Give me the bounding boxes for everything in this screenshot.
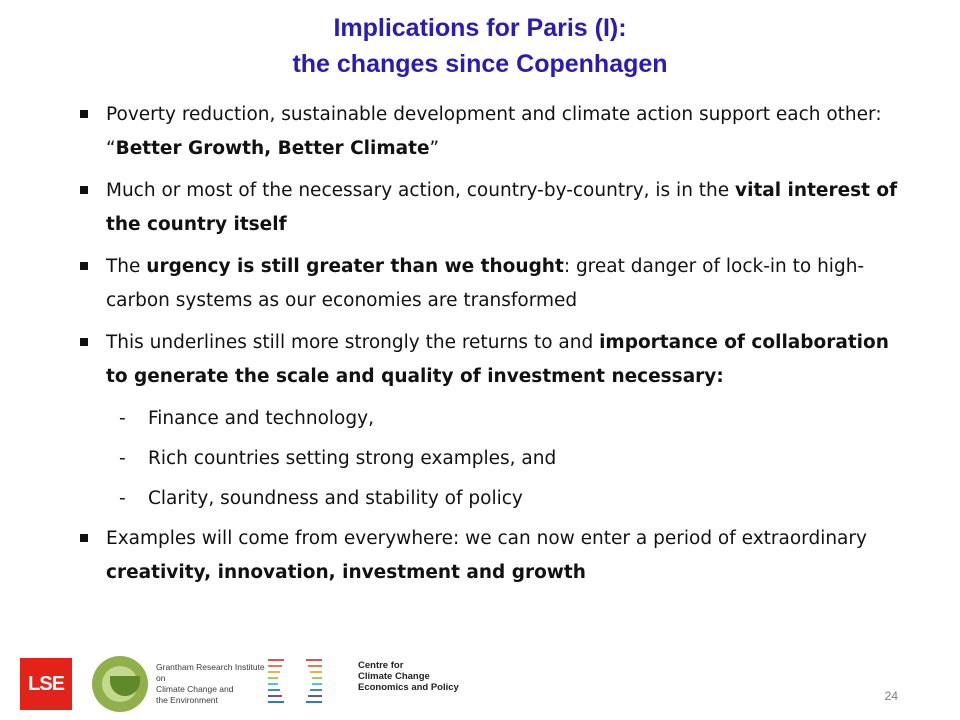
bullet-text-segment: The xyxy=(106,256,147,277)
bullet-item xyxy=(72,522,902,590)
cccep-logo-icon xyxy=(262,654,348,714)
grantham-logo-icon xyxy=(92,656,148,712)
cccep-centre-name xyxy=(358,660,468,693)
bullet-text-emphasis: vital interest of the country itself xyxy=(106,180,898,235)
bullet-item xyxy=(72,98,902,166)
cccep-line-3: Economics and Policy xyxy=(358,682,459,693)
grantham-line-2: Climate Change and xyxy=(156,684,234,694)
square-bullet-icon xyxy=(80,338,88,346)
bullet-text-segment: Poverty reduction, sustainable development and climate action support each other: “ xyxy=(106,104,882,159)
sub-list-item xyxy=(72,442,902,476)
slide-title-line-2: the changes since Copenhagen xyxy=(292,50,668,78)
bullet-text xyxy=(106,256,864,311)
bullet-text-emphasis: Better Growth, Better Climate xyxy=(115,138,430,159)
bullet-text-segment: : great danger of lock-in to high-carbon systems as our economies are transformed xyxy=(106,256,865,311)
footer xyxy=(0,648,960,720)
sub-list-text: Rich countries setting strong examples, and xyxy=(148,448,557,469)
page-number: 24 xyxy=(884,689,898,703)
sub-list-text: Finance and technology, xyxy=(148,408,374,429)
dash-bullet-icon: - xyxy=(119,448,126,469)
sub-list-text: Clarity, soundness and stability of policy xyxy=(148,488,523,509)
cccep-line-2: Climate Change xyxy=(358,671,430,682)
bullet-item xyxy=(72,326,902,394)
cccep-line-1: Centre for xyxy=(358,660,404,671)
square-bullet-icon xyxy=(80,186,88,194)
bullet-text-segment: Examples will come from everywhere: we can now enter a period of extraordinary xyxy=(106,528,867,549)
dash-bullet-icon: - xyxy=(119,488,126,509)
square-bullet-icon xyxy=(80,110,88,118)
bullet-item xyxy=(72,250,902,318)
bullet-text xyxy=(106,180,897,235)
sub-list-item xyxy=(72,402,902,436)
bullet-text-segment: ” xyxy=(429,138,440,159)
bullet-item xyxy=(72,174,902,242)
dash-bullet-icon: - xyxy=(119,408,126,429)
sub-list-item xyxy=(72,482,902,516)
grantham-line-1: Grantham Research Institute on xyxy=(156,662,265,683)
bullet-text xyxy=(106,528,867,583)
sub-list xyxy=(72,402,902,516)
slide-title-line-1: Implications for Paris (I): xyxy=(333,14,627,42)
square-bullet-icon xyxy=(80,262,88,270)
bullet-text-emphasis: creativity, innovation, investment and growth xyxy=(106,562,586,583)
square-bullet-icon xyxy=(80,534,88,542)
grantham-line-3: the Environment xyxy=(156,695,218,705)
lse-logo: LSE xyxy=(20,658,72,710)
grantham-institute-name xyxy=(156,662,266,706)
bullet-text-emphasis: urgency is still greater than we thought xyxy=(146,256,564,277)
bullet-text xyxy=(106,104,882,159)
bullet-text-segment: This underlines still more strongly the returns to and xyxy=(106,332,600,353)
slide-title xyxy=(0,10,960,82)
bullet-list xyxy=(72,98,902,598)
bullet-text-segment: Much or most of the necessary action, country-by-country, is in the xyxy=(106,180,736,201)
bullet-text xyxy=(106,332,889,387)
bullet-text-emphasis: importance of collaboration to generate the scale and quality of investment necessary: xyxy=(106,332,889,387)
